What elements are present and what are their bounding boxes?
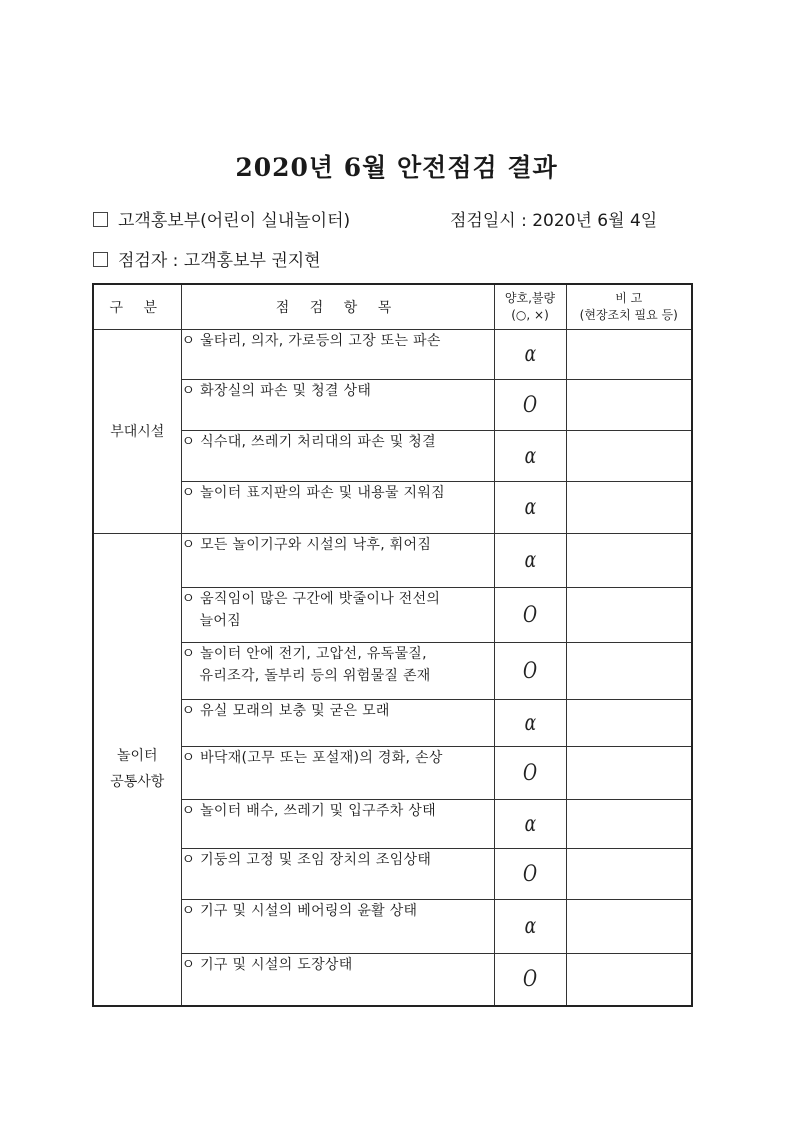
- checkbox-inspector[interactable]: [93, 252, 108, 267]
- item-cell: [181, 431, 494, 482]
- item-cell: [181, 534, 494, 588]
- header-result-line2: (○, ×): [511, 308, 549, 322]
- inspection-table: [92, 283, 693, 1007]
- note-cell[interactable]: [566, 330, 692, 380]
- item-cell: [181, 954, 494, 1006]
- inspector-line: [93, 246, 321, 271]
- item-text: ㅇ 움직임이 많은 구간에 밧줄이나 전선의: [181, 591, 441, 607]
- table-row: [93, 747, 692, 800]
- item-cell: [181, 700, 494, 747]
- result-mark: ɑ: [524, 548, 536, 573]
- note-cell[interactable]: [566, 588, 692, 643]
- item-cell: [181, 588, 494, 643]
- table-row: [93, 588, 692, 643]
- result-cell[interactable]: [494, 900, 566, 954]
- result-cell[interactable]: [494, 800, 566, 849]
- note-cell[interactable]: [566, 482, 692, 534]
- header-result: [494, 284, 566, 330]
- table-header-row: [93, 284, 692, 330]
- table-row: [93, 900, 692, 954]
- result-mark: O: [522, 392, 538, 418]
- item-text: ㅇ 유실 모래의 보충 및 굳은 모래: [181, 703, 390, 719]
- header-item: 점 검 항 목: [181, 284, 494, 330]
- result-mark: O: [522, 602, 538, 628]
- result-mark: ɑ: [524, 811, 536, 837]
- table-row: [93, 643, 692, 700]
- category-label-line2: 공통사항: [110, 774, 165, 791]
- item-cell: [181, 482, 494, 534]
- result-cell[interactable]: [494, 534, 566, 588]
- result-cell[interactable]: [494, 380, 566, 431]
- facility-line: [93, 206, 350, 231]
- result-mark: ɑ: [524, 443, 536, 469]
- table-row: [93, 380, 692, 431]
- result-mark: ɑ: [524, 495, 536, 520]
- result-mark: O: [522, 966, 538, 992]
- item-text: ㅇ 식수대, 쓰레기 처리대의 파손 및 청결: [181, 434, 436, 450]
- header-category: 구 분: [93, 284, 181, 330]
- item-text: ㅇ 울타리, 의자, 가로등의 고장 또는 파손: [181, 333, 441, 349]
- table-row: [93, 700, 692, 747]
- result-cell[interactable]: [494, 747, 566, 800]
- note-cell[interactable]: [566, 643, 692, 700]
- item-text: ㅇ 놀이터 표지판의 파손 및 내용물 지워짐: [181, 485, 446, 501]
- item-text: ㅇ 기구 및 시설의 베어링의 윤활 상태: [181, 903, 418, 919]
- result-cell[interactable]: [494, 643, 566, 700]
- item-text: ㅇ 화장실의 파손 및 청결 상태: [181, 383, 372, 399]
- result-cell[interactable]: [494, 588, 566, 643]
- table-row: [93, 330, 692, 380]
- result-cell[interactable]: [494, 482, 566, 534]
- facility-text: 고객홍보부(어린이 실내놀이터): [118, 211, 351, 231]
- note-cell[interactable]: [566, 954, 692, 1006]
- item-text: ㅇ 놀이터 배수, 쓰레기 및 입구주차 상태: [181, 803, 436, 819]
- note-cell[interactable]: [566, 849, 692, 900]
- table-row: [93, 431, 692, 482]
- document-title: 2020년 6월 안전점검 결과: [235, 153, 558, 182]
- result-cell[interactable]: [494, 330, 566, 380]
- item-cell: [181, 849, 494, 900]
- category-cell: [93, 330, 181, 534]
- result-cell[interactable]: [494, 700, 566, 747]
- table-row: [93, 849, 692, 900]
- note-cell[interactable]: [566, 700, 692, 747]
- checkbox-facility[interactable]: [93, 212, 108, 227]
- note-cell[interactable]: [566, 900, 692, 954]
- item-text-continued: 늘어짐: [199, 613, 241, 629]
- note-cell[interactable]: [566, 747, 692, 800]
- item-cell: [181, 800, 494, 849]
- table-row: [93, 534, 692, 588]
- result-mark: O: [522, 658, 538, 684]
- result-mark: O: [522, 861, 538, 887]
- item-text: ㅇ 모든 놀이기구와 시설의 낙후, 휘어짐: [181, 537, 432, 553]
- header-result-line1: 양호,불량: [504, 291, 556, 305]
- result-mark: O: [522, 760, 538, 786]
- category-label-line1: 놀이터: [116, 748, 158, 765]
- item-cell: [181, 330, 494, 380]
- result-cell[interactable]: [494, 954, 566, 1006]
- category-label: 부대시설: [110, 423, 165, 440]
- item-text: ㅇ 기구 및 시설의 도장상태: [181, 957, 353, 973]
- inspector-text: 점검자 : 고객홍보부 권지현: [118, 251, 321, 271]
- result-cell[interactable]: [494, 849, 566, 900]
- result-mark: ɑ: [524, 710, 536, 736]
- note-cell[interactable]: [566, 800, 692, 849]
- header-note-line2: (현장조치 필요 등): [579, 308, 678, 322]
- table-row: [93, 482, 692, 534]
- result-cell[interactable]: [494, 431, 566, 482]
- category-cell: [93, 534, 181, 1006]
- result-mark: ɑ: [524, 914, 536, 939]
- table-row: [93, 800, 692, 849]
- item-cell: [181, 747, 494, 800]
- table-row: [93, 954, 692, 1006]
- item-text-continued: 유리조각, 돌부리 등의 위험물질 존재: [199, 668, 431, 684]
- inspection-date: 점검일시 : 2020년 6월 4일: [450, 211, 658, 231]
- item-text: ㅇ 바닥재(고무 또는 포설재)의 경화, 손상: [181, 750, 443, 766]
- item-cell: [181, 900, 494, 954]
- header-note-line1: 비 고: [615, 291, 643, 305]
- note-cell[interactable]: [566, 431, 692, 482]
- item-cell: [181, 380, 494, 431]
- item-cell: [181, 643, 494, 700]
- result-mark: ɑ: [524, 342, 536, 367]
- note-cell[interactable]: [566, 380, 692, 431]
- item-text: ㅇ 기둥의 고정 및 조임 장치의 조임상태: [181, 852, 432, 868]
- header-note: [566, 284, 692, 330]
- item-text: ㅇ 놀이터 안에 전기, 고압선, 유독물질,: [181, 646, 427, 662]
- note-cell[interactable]: [566, 534, 692, 588]
